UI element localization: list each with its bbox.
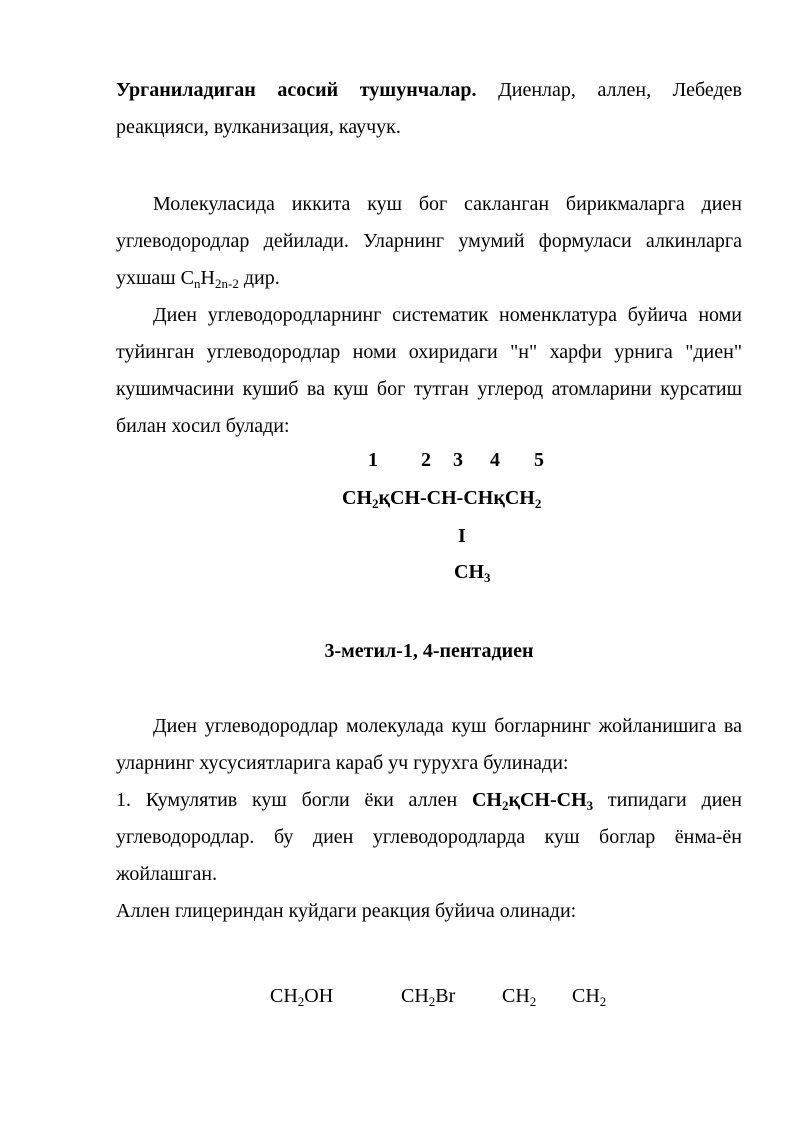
paragraph-allene-synthesis: Аллен глицериндан куйдаги реакция буйича олинади: bbox=[116, 900, 577, 922]
para1-text-before: Молекуласида иккита куш бог сакланган бирикмаларга диен углеводородлар дейилади. Уларнинг умумий формуласи алкинларга ухшаш C bbox=[116, 193, 742, 289]
reaction-0-main: CH bbox=[270, 985, 298, 1007]
reaction-1-rest: Br bbox=[435, 985, 456, 1007]
intro-paragraph bbox=[116, 72, 742, 146]
reaction-0-rest: OH bbox=[304, 985, 334, 1007]
reaction-1-sub: 2 bbox=[428, 994, 436, 1009]
reaction-3-sub: 2 bbox=[599, 994, 607, 1009]
item1-text-after: типидаги диен углеводородлар. бу диен углеводородларда куш боглар ёнма-ён жойлашган. bbox=[116, 789, 742, 885]
allene-sub3: 3 bbox=[586, 798, 594, 813]
allene-sub2: 2 bbox=[501, 798, 509, 813]
reaction-2-main: CH bbox=[502, 985, 530, 1007]
item1-text-before: 1. Кумулятив куш богли ёки аллен bbox=[116, 789, 472, 811]
para1-sub-2n2: 2n-2 bbox=[214, 276, 239, 291]
compound-name: 3-метил-1, 4-пентадиен bbox=[324, 640, 534, 662]
formula-number-4: 4 bbox=[490, 449, 500, 471]
reaction-item-ch2-a bbox=[502, 985, 536, 1008]
structural-formula bbox=[116, 445, 742, 595]
reaction-0-sub: 2 bbox=[297, 994, 305, 1009]
para1-sub-n: n bbox=[194, 276, 201, 291]
formula-number-1: 1 bbox=[368, 449, 378, 471]
formula-number-3: 3 bbox=[453, 449, 463, 471]
para1-text-after: дир. bbox=[238, 267, 280, 289]
allene-rest: қCH-CH bbox=[508, 789, 587, 811]
chain-sub-a: 2 bbox=[372, 496, 379, 511]
reaction-3-main: CH bbox=[572, 985, 600, 1007]
chain-mid: қCH-CH-CHқCH bbox=[378, 487, 535, 509]
branch-ch: CH bbox=[454, 561, 484, 583]
reaction-item-glycerol bbox=[270, 985, 333, 1008]
reaction-item-bromide bbox=[401, 985, 455, 1008]
list-item-cumulative bbox=[116, 782, 742, 893]
reaction-item-ch2-b bbox=[572, 985, 606, 1008]
paragraph-classification: Диен углеводородлар молекулада куш богларнинг жойланишига ва уларнинг хусусиятларига караб уч гурухга булинади: bbox=[116, 715, 742, 774]
allene-formula bbox=[472, 789, 593, 811]
formula-number-5: 5 bbox=[534, 449, 544, 471]
paragraph-definition bbox=[116, 186, 742, 297]
chain-ch-a: CH bbox=[342, 487, 372, 509]
formula-branch-methyl bbox=[454, 561, 491, 584]
reaction-scheme bbox=[116, 930, 742, 1010]
formula-main-chain bbox=[342, 487, 541, 510]
formula-branch-bond: I bbox=[458, 525, 466, 547]
reaction-2-sub: 2 bbox=[529, 994, 537, 1009]
paragraph-nomenclature: Диен углеводородларнинг систематик номенклатура буйича номи туйинган углеводородлар номи охиридаги "н" харфи урнига "диен" кушимчасини кушиб ва куш бог тутган углерод атомларини курсатиш билан хосил булади: bbox=[116, 304, 742, 437]
allene-ch: CH bbox=[471, 789, 502, 811]
intro-text: Диенлар, аллен, Лебедев реакцияси, вулканизация, каучук. bbox=[116, 79, 742, 138]
intro-bold-label: Урганиладиган асосий тушунчалар. bbox=[116, 79, 477, 101]
formula-number-2: 2 bbox=[421, 449, 431, 471]
branch-sub: 3 bbox=[484, 570, 491, 585]
para1-h: H bbox=[200, 267, 215, 289]
chain-sub-b: 2 bbox=[534, 496, 542, 511]
reaction-1-main: CH bbox=[401, 985, 429, 1007]
document-page bbox=[116, 72, 742, 1010]
